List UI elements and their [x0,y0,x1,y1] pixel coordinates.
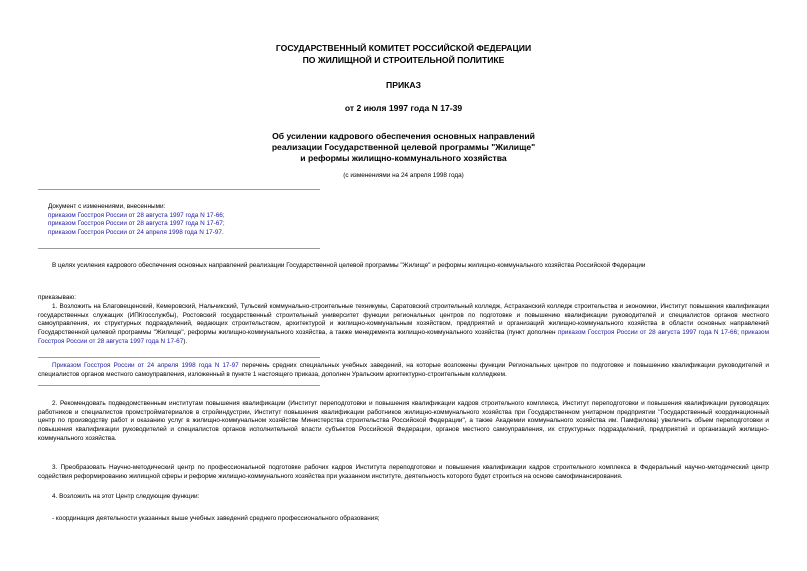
amendment-note-link[interactable]: Приказом Госстроя России от 24 апреля 1998 года N 17-97 [52,362,239,369]
divider [38,385,320,386]
preamble: В целях усиления кадрового обеспечения основных направлений реализации Государственной целевой программы "Жилище" и реформы жилищно-коммунального хозяйства Российской Федерации [52,262,646,269]
order-item-4-subitem: - координация деятельности указанных выше учебных заведений среднего профессионального образования; [52,515,380,522]
amendment-note [38,362,769,379]
order-item-1-text: 1. Возложить на Благовещенский, Кемеровский, Нальчикский, Тульский коммунально-строительные техникумы, Саратовский строительный колледж, Астраханский колледж строительства и экономики, Институт повышения квалификации государственных служащих (ИПКгосслужбы), Ростовский государственный строительный университет функции региональных центров по подготовке и повышению квалификации руководителей и специалистов органов местного самоуправления, их структурных подразделений, ведающих строительством, архитектурой и жилищно-коммунальным хозяйством, предприятий и организаций жилищно-коммунального хозяйства в области основных направлений Государственной целевой программы "Жилище", реформы жилищно-коммунального хозяйства, а также менеджмента жилищно-коммунального хозяйства [38,303,769,336]
supplement-link[interactable]: приказом Госстроя России от 28 августа 1997 года N 17-66 [557,328,738,336]
amendment-note-text: перечень средних специальных учебных заведений, на которые возложены функции Региональных центров по подготовке и повышению квалификации руководителей и специалистов органов местного самоуправления, изложенный в пункте 1 настоящего приказа, дополнен Уральским архитектурно-строительным колледжем. [38,362,769,378]
amendments-heading: Документ с изменениями, внесенными: [48,203,166,210]
order-item-3: 3. Преобразовать Научно-методический центр по профессиональной подготовке рабочих кадров Института переподготовки и повышения квалификации кадров строительного комплекса в Федеральный научно-методический центр содействия реформированию жилищной сферы и реформе жилищно-коммунального хозяйства при указанном институте, деятельность которого будет строиться на основе самофинансирования. [38,464,769,480]
amendment-link[interactable]: приказом Госстроя России от 28 августа 1997 года N 17-66; [48,211,225,219]
supplement-prefix: (пункт дополнен [506,328,558,336]
issuer-line-2: ПО ЖИЛИЩНОЙ И СТРОИТЕЛЬНОЙ ПОЛИТИКЕ [302,55,505,65]
supplement-suffix: ). [183,337,188,345]
amendment-link[interactable]: приказом Госстроя России от 24 апреля 1998 года N 17-97. [48,228,224,236]
amendments-block [48,203,348,238]
revision-note: (с изменениями на 24 апреля 1998 года) [343,172,464,179]
divider [38,357,320,358]
supplement-separator: ; [737,328,742,336]
order-item-1 [38,303,769,346]
divider [38,248,320,249]
divider [38,189,320,190]
orders-label: приказываю: [38,294,76,301]
document-type: ПРИКАЗ [386,80,421,90]
document-title-line-1: Об усилении кадрового обеспечения основных направлений [272,131,535,141]
document-date-number: от 2 июля 1997 года N 17-39 [344,103,463,113]
document-title-line-3: и реформы жилищно-коммунального хозяйства [300,153,507,163]
issuer-line-1: ГОСУДАРСТВЕННЫЙ КОМИТЕТ РОССИЙСКОЙ ФЕДЕРАЦИИ [275,43,532,53]
order-item-4: 4. Возложить на этот Центр следующие функции: [52,493,200,500]
order-item-2: 2. Рекомендовать подведомственным институтам повышения квалификации (Институт переподготовки и повышения квалификации кадров строительного комплекса, Институт переподготовки и повышения квалификации руководящих работников и специалистов промстройматериалов в стройиндустрии, Институт повышения квалификации работников жилищно-коммунального хозяйства при Государственном унитарном предприятии "Государственный координационный центр по производству работ и оказанию услуг в жилищно-коммунальном хозяйстве Министерства строительства Российской Федерации", а также Академии коммунального хозяйства им. Памфилова) увеличить объем переподготовки и повышения квалификации руководителей и специалистов органов исполнительной власти субъектов Российской Федерации, органов местного самоуправления, их структурных подразделений, предприятий и организаций жилищно-коммунального хозяйства. [38,400,769,442]
document-title-line-2: реализации Государственной целевой программы "Жилище" [271,142,536,152]
amendment-link[interactable]: приказом Госстроя России от 28 августа 1997 года N 17-67; [48,220,225,228]
supplement-link[interactable]: приказом Госстроя России от 28 августа 1997 года N 17-67 [38,328,769,345]
